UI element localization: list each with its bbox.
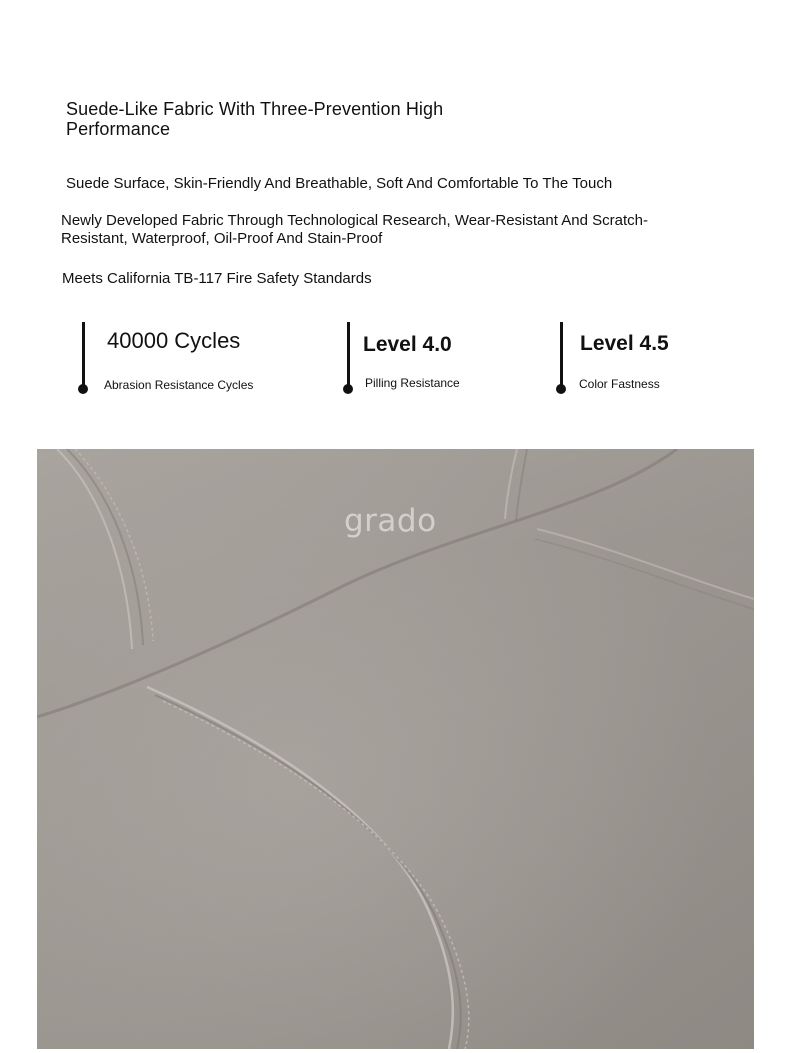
stat-marker-line [82, 322, 85, 388]
stat-marker-dot [78, 384, 88, 394]
feature-heading: Suede-Like Fabric With Three-Prevention High Performance [66, 99, 444, 139]
stat-label: Pilling Resistance [365, 376, 460, 390]
stat-marker-dot [556, 384, 566, 394]
stat-marker-dot [343, 384, 353, 394]
feature-line-suede-surface: Suede Surface, Skin-Friendly And Breathable, Soft And Comfortable To The Touch [66, 175, 613, 192]
stat-value: 40000 Cycles [107, 328, 241, 353]
grado-logo: grado [344, 503, 437, 539]
sofa-fabric-illustration [37, 449, 754, 1049]
stat-marker-line [347, 322, 350, 388]
stat-marker-line [560, 322, 563, 388]
stat-label: Abrasion Resistance Cycles [104, 378, 254, 392]
feature-line-fabric-resistance: Newly Developed Fabric Through Technological Research, Wear-Resistant And Scratch-Resistant, Waterproof, Oil-Proof And Stain-Proof [61, 212, 648, 247]
stat-label: Color Fastness [579, 377, 660, 391]
sofa-fabric-photo [37, 449, 754, 1049]
feature-line-fire-safety: Meets California TB-117 Fire Safety Standards [62, 270, 372, 287]
stat-value: Level 4.0 [363, 333, 452, 356]
stat-value: Level 4.5 [580, 332, 669, 355]
